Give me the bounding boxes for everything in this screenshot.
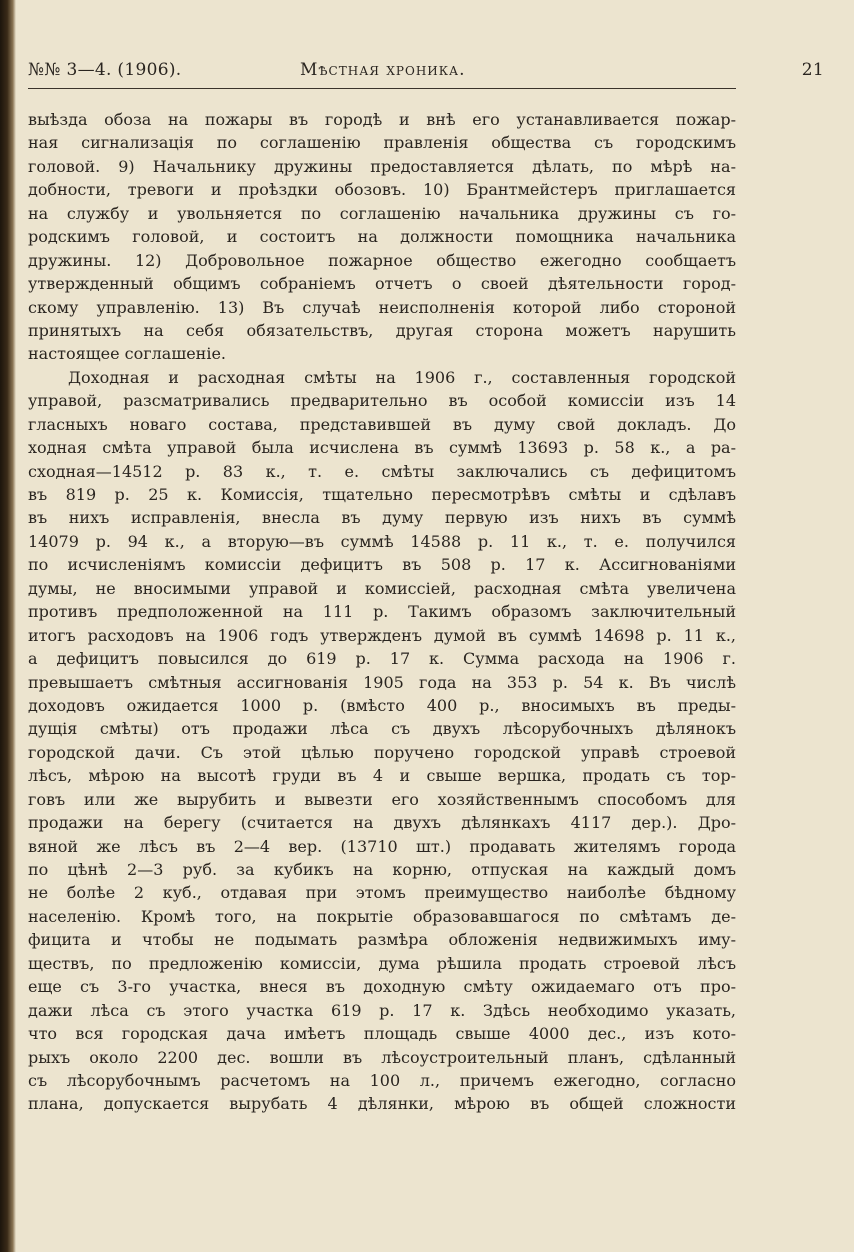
text-line: утвержденный общимъ собраніемъ отчетъ о своей дѣятельности город-: [28, 274, 736, 294]
text-line: противъ предположенной на 111 р. Такимъ образомъ заключительный: [28, 602, 736, 622]
text-line: продажи на берегу (считается на двухъ дѣлянкахъ 4117 дер.). Дро-: [28, 813, 736, 833]
text-line: ществъ, по предложенію комиссіи, дума рѣшила продать строевой лѣсъ: [28, 953, 736, 973]
text-line: думы, не вносимыми управой и комиссіей, расходная смѣта увеличена: [28, 578, 736, 598]
text-line: гласныхъ новаго состава, представившей въ думу свой докладъ. До: [28, 414, 736, 434]
text-line: лѣсъ, мѣрою на высотѣ груди въ 4 и свыше вершка, продать съ тор-: [28, 766, 736, 786]
running-header: [28, 60, 824, 90]
text-line: добности, тревоги и проѣздки обозовъ. 10) Брантмейстеръ приглашается: [28, 180, 736, 200]
section-title: Мѣстная хроника.: [300, 60, 466, 80]
text-line: принятыхъ на себя обязательствъ, другая сторона можетъ нарушить: [28, 320, 736, 340]
text-line: въ 819 р. 25 к. Комиссія, тщательно пересмотрѣвъ смѣты и сдѣлавъ: [28, 485, 736, 504]
text-line: доходовъ ожидается 1000 р. (вмѣсто 400 р., вносимыхъ въ преды-: [28, 695, 736, 715]
text-line: не болѣе 2 куб., отдавая при этомъ преимущество наиболѣе бѣдному: [28, 883, 736, 903]
text-line: Доходная и расходная смѣты на 1906 г., составленныя городской: [68, 367, 736, 387]
text-line: ходная смѣта управой была исчислена въ суммѣ 13693 р. 58 к., а ра-: [28, 438, 736, 458]
text-line: фицита и чтобы не подымать размѣра обложенія недвижимыхъ иму-: [28, 930, 736, 950]
text-line: въ нихъ исправленія, внесла въ думу первую изъ нихъ въ суммѣ: [28, 508, 736, 528]
text-line: выѣзда обоза на пожары въ городѣ и внѣ его устанавливается пожар-: [28, 110, 736, 129]
text-line: говъ или же вырубить и вывезти его хозяйственнымъ способомъ для: [28, 789, 736, 809]
text-line: еще съ 3-го участка, внеся въ доходную смѣту ожидаемаго отъ про-: [28, 977, 736, 997]
text-line: съ лѣсорубочнымъ расчетомъ на 100 л., причемъ ежегодно, согласно: [28, 1070, 736, 1090]
text-line: итогъ расходовъ на 1906 годъ утвержденъ думой въ суммѣ 14698 р. 11 к.,: [28, 625, 736, 645]
text-line: по цѣнѣ 2—3 руб. за кубикъ на корню, отпуская на каждый домъ: [28, 860, 736, 879]
text-line: дущія смѣты) отъ продажи лѣса съ двухъ лѣсорубочныхъ дѣлянокъ: [28, 719, 736, 739]
text-line: вяной же лѣсъ въ 2—4 вер. (13710 шт.) продавать жителямъ города: [28, 836, 736, 856]
text-line: по исчисленіямъ комиссіи дефицитъ въ 508 р. 17 к. Ассигнованіями: [28, 555, 736, 575]
body-text: [28, 108, 736, 1116]
text-line: городской дачи. Съ этой цѣлью поручено городской управѣ строевой: [28, 742, 736, 762]
page-number: 21: [801, 60, 824, 80]
text-line: скому управленію. 13) Въ случаѣ неисполненія которой либо стороной: [28, 297, 736, 317]
text-line: сходная—14512 р. 83 к., т. е. смѣты заключались съ дефицитомъ: [28, 461, 736, 481]
text-line: рыхъ около 2200 дес. вошли въ лѣсоустроительный планъ, сдѣланный: [28, 1047, 736, 1067]
issue-label: №№ 3—4. (1906).: [28, 60, 182, 80]
header-rule: [28, 88, 736, 89]
text-line: что вся городская дача имѣетъ площадь свыше 4000 дес., изъ кото-: [28, 1024, 736, 1044]
text-line: настоящее соглашеніе.: [28, 344, 226, 364]
text-line: дружины. 12) Добровольное пожарное общество ежегодно сообщаетъ: [28, 250, 736, 270]
text-line: 14079 р. 94 к., а вторую—въ суммѣ 14588 р. 11 к., т. е. получился: [28, 531, 736, 551]
text-line: населенію. Кромѣ того, на покрытіе образовавшагося по смѣтамъ де-: [28, 906, 736, 926]
text-line: головой. 9) Начальнику дружины предоставляется дѣлать, по мѣрѣ на-: [28, 156, 736, 176]
text-line: управой, разсматривались предварительно въ особой комиссіи изъ 14: [28, 391, 736, 411]
text-line: родскимъ головой, и состоитъ на должности помощника начальника: [28, 227, 736, 247]
text-line: на службу и увольняется по соглашенію начальника дружины съ го-: [28, 203, 736, 223]
text-line: ная сигнализація по соглашенію правленія общества съ городскимъ: [28, 133, 736, 153]
text-line: а дефицитъ повысился до 619 р. 17 к. Сумма расхода на 1906 г.: [28, 649, 736, 669]
text-line: плана, допускается вырубать 4 дѣлянки, мѣрою въ общей сложности: [28, 1094, 736, 1114]
text-line: превышаетъ смѣтныя ассигнованія 1905 года на 353 р. 54 к. Въ числѣ: [28, 672, 736, 692]
text-line: дажи лѣса съ этого участка 619 р. 17 к. Здѣсь необходимо указать,: [28, 1000, 736, 1020]
